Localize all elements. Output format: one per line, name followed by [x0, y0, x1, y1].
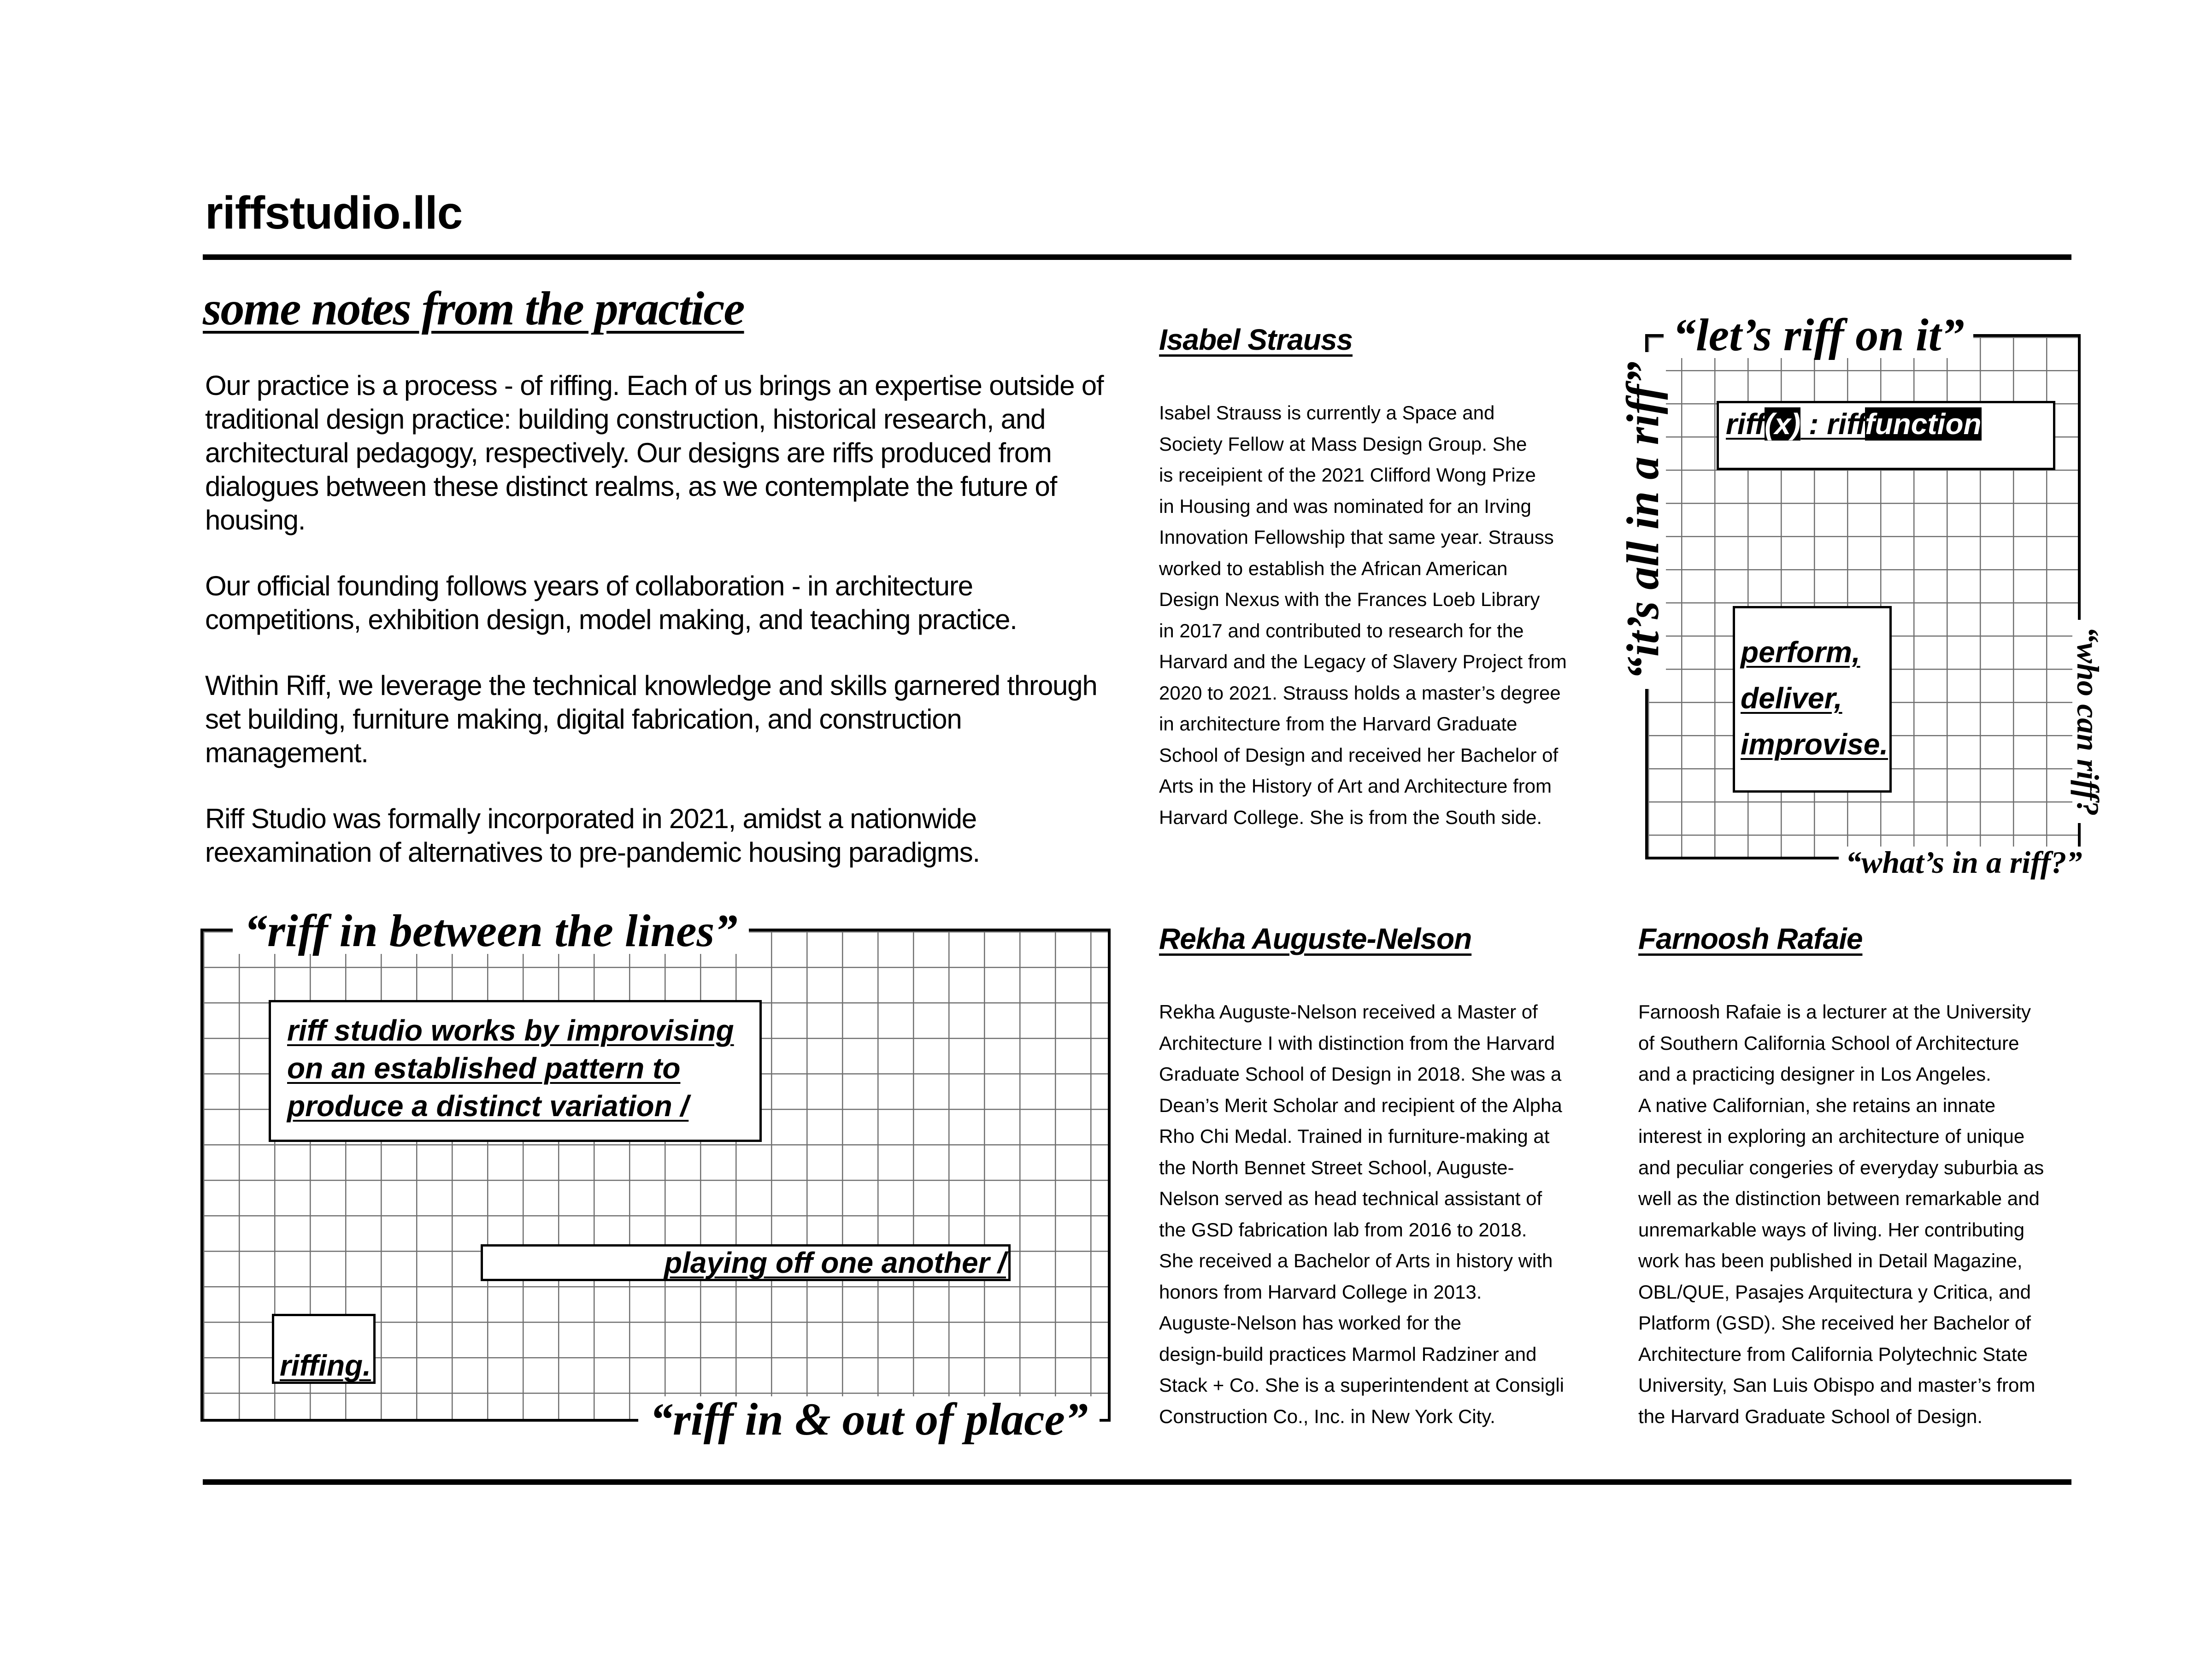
bottom-divider	[203, 1479, 2071, 1485]
bio-text-rafaie: Farnoosh Rafaie is a lecturer at the University of Southern California School of Architecture and a practicing designer in Los Angeles. A native Californian, she retains an innate interest in exploring an architecture of unique and peculiar congeries of everyday suburbia as well as the distinction between remarkable and unremarkable ways of living. Her contributing work has been published in Detail Magazine, OBL/QUE, Pasajes Arquitectura y Critica, and Platform (GSD). She received her Bachelor of Architecture from California Polytechnic State University, San Luis Obispo and master’s from the Harvard Graduate School of Design.	[1638, 1001, 2044, 1427]
grid-quote-bottom: “riff in & out of place”	[638, 1396, 1100, 1442]
formula-part: : riff	[1800, 407, 1865, 441]
grid-quote-right: “who can riff?	[2072, 620, 2104, 823]
grid-note-box-playing	[481, 1244, 1011, 1281]
bio-text-strauss: Isabel Strauss is currently a Space and Society Fellow at Mass Design Group. She is receipient of the 2021 Clifford Wong Prize in Housing and was nominated for an Irving Innovation Fellowship that same year. Strauss worked to establish the African American Design Nexus with the Frances Loeb Library in 2017 and contributed to research for the Harvard and the Legacy of Slavery Project from 2020 to 2021. Strauss holds a master’s degree in architecture from the Harvard Graduate School of Design and received her Bachelor of Arts in the History of Art and Architecture from Harvard College. She is from the South side.	[1159, 402, 1567, 828]
formula-part: (x)	[1765, 407, 1801, 441]
bio-text-auguste-nelson: Rekha Auguste-Nelson received a Master of Architecture I with distinction from the Harvard Graduate School of Design in 2018. She was a Dean’s Merit Scholar and recipient of the Alpha Rho Chi Medal. Trained in furniture-making at the North Bennet Street School, Auguste- Nelson served as head technical assistant of the GSD fabrication lab from 2016 to 2018. She received a Bachelor of Arts in history with honors from Harvard College in 2013. Auguste-Nelson has worked for the design-build practices Marmol Radziner and Stack + Co. She is a superintendent at Consigli Construction Co., Inc. in New York City.	[1159, 1001, 1565, 1427]
verbs-box	[1733, 606, 1892, 793]
bio-name-rafaie: Farnoosh Rafaie	[1638, 922, 1863, 955]
formula-part: riff	[1726, 407, 1765, 441]
grid-note-box-main	[269, 1000, 762, 1142]
intro-paragraph: Our practice is a process - of riffing. Each of us brings an expertise outside of traditional design practice: building construction, historical research, and architectural pedagogy, respectively. Our designs are riffs produced from dialogues between these distinct realms, as we contemplate the future of housing.	[205, 370, 1104, 535]
grid-note-riffing: riffing.	[280, 1349, 371, 1382]
riff-grid-left	[200, 905, 1111, 1445]
section-heading: some notes from the practice	[203, 282, 744, 335]
verb-improvise: improvise.	[1741, 728, 1888, 761]
grid-note-playing: playing off one another /	[664, 1246, 1006, 1279]
grid-note-line: produce a distinct variation /	[287, 1089, 689, 1123]
verb-perform: perform,	[1741, 635, 1860, 669]
grid-quote-left: “it’s all in a riff”	[1620, 352, 1666, 689]
intro-paragraph: Our official founding follows years of collaboration - in architecture competitions, exhibition design, model making, and teaching practice.	[205, 571, 1017, 635]
bio-name-auguste-nelson: Rekha Auguste-Nelson	[1159, 922, 1472, 955]
grid-quote-bottom: “what’s in a riff?”	[1839, 847, 2089, 878]
grid-note-line: riff studio works by improvising	[287, 1014, 734, 1047]
riff-grid-right	[1617, 309, 2106, 880]
bio-name-strauss: Isabel Strauss	[1159, 323, 1353, 356]
formula-box	[1717, 401, 2055, 470]
grid-note-line: on an established pattern to	[287, 1052, 681, 1085]
intro-paragraph: Within Riff, we leverage the technical knowledge and skills garnered through set building, furniture making, digital fabrication, and construction management.	[205, 670, 1097, 768]
formula-text	[1726, 406, 1982, 442]
grid-quote-top: “riff in between the lines”	[233, 908, 749, 954]
site-title: riffstudio.llc	[205, 187, 463, 239]
grid-quote-top: “let’s riff on it”	[1664, 312, 1973, 358]
top-divider	[203, 254, 2071, 260]
intro-text	[205, 369, 1122, 901]
verb-deliver: deliver,	[1741, 682, 1842, 715]
formula-part: function	[1865, 407, 1982, 441]
grid-note-box-riffing	[272, 1314, 376, 1384]
intro-paragraph: Riff Studio was formally incorporated in 2021, amidst a nationwide reexamination of alternatives to pre-pandemic housing paradigms.	[205, 803, 980, 868]
